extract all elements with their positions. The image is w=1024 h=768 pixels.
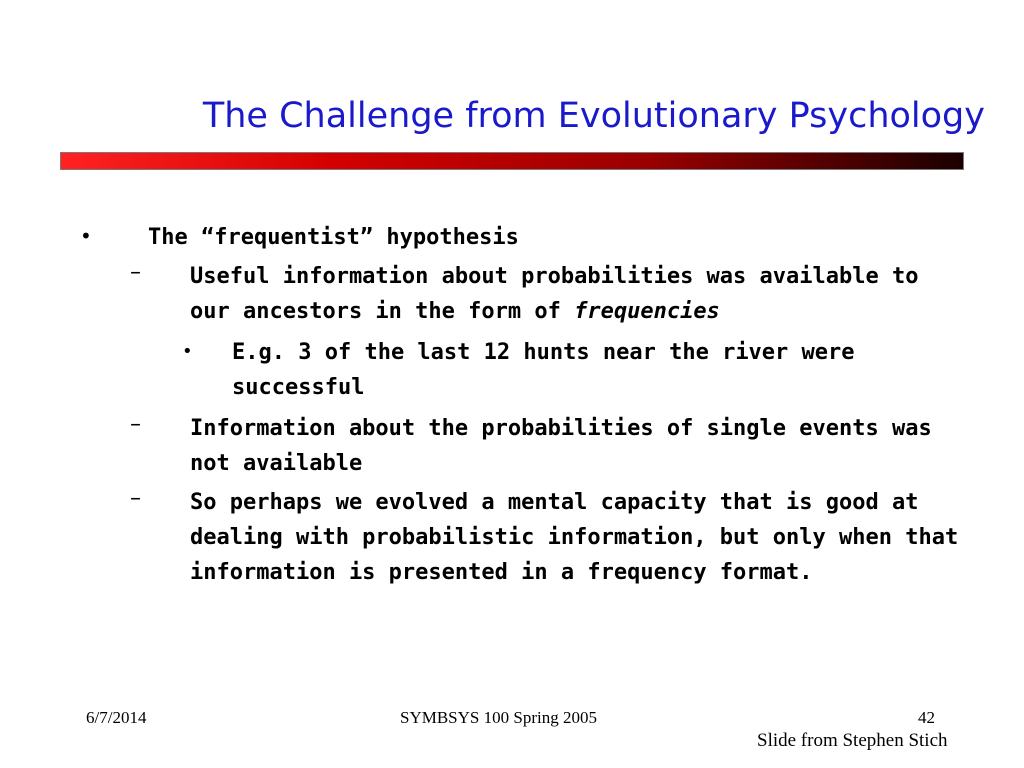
- dash-marker: –: [130, 486, 141, 511]
- bullet-line: E.g. 3 of the last 12 hunts near the river were: [232, 340, 855, 365]
- title-underline-bar: [60, 152, 964, 170]
- bullet-line-with-emphasis: [190, 294, 918, 329]
- emphasis-word: frequencies: [574, 299, 720, 324]
- bullet-line: So perhaps we evolved a mental capacity that is good at: [190, 490, 919, 515]
- footer-credit: Slide from Stephen Stich: [757, 730, 948, 751]
- footer-course: SYMBSYS 100 Spring 2005: [400, 708, 597, 727]
- footer-date: 6/7/2014: [86, 708, 147, 727]
- bullet-line: not available: [190, 451, 363, 476]
- bullet-line: information is presented in a frequency format.: [190, 560, 813, 585]
- bullet-line: The “frequentist” hypothesis: [148, 225, 519, 250]
- bullet-line: successful: [232, 375, 365, 400]
- bullet-marker: •: [80, 224, 92, 248]
- dash-marker: –: [130, 412, 141, 437]
- sub-bullet-item: [190, 485, 958, 590]
- sub-sub-bullet-item: [232, 335, 855, 405]
- bullet-line: our ancestors in the form of: [190, 299, 575, 324]
- bullet-line: dealing with probabilistic information, but only when that: [190, 525, 959, 550]
- bullet-item: [148, 220, 519, 255]
- bullet-line: Information about the probabilities of single events was: [190, 416, 932, 441]
- bullet-marker: •: [182, 341, 193, 362]
- sub-bullet-item: [190, 411, 932, 481]
- dash-marker: –: [130, 260, 141, 285]
- footer-page-number: 42: [918, 708, 935, 727]
- slide-title: The Challenge from Evolutionary Psychology: [202, 96, 985, 136]
- bullet-line: Useful information about probabilities was available to: [190, 264, 919, 289]
- sub-bullet-item: [190, 259, 918, 329]
